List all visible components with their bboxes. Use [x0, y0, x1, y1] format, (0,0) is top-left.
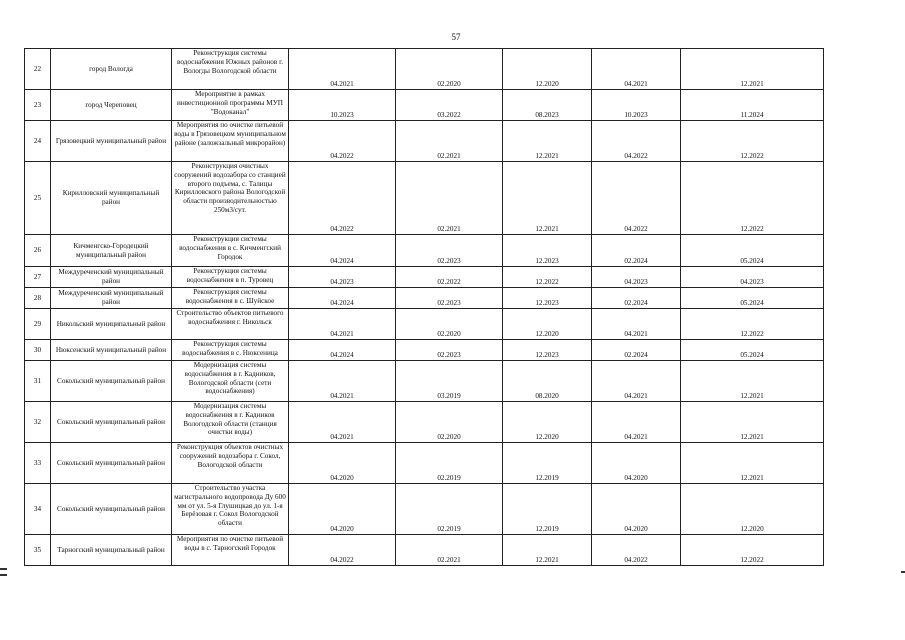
- row-number: 22: [25, 49, 51, 90]
- date-cell: 12.2020: [503, 49, 592, 90]
- project-cell: Реконструкция системы водоснабжения в с. Нюксеница: [172, 340, 289, 361]
- date-cell: 02.2022: [396, 267, 503, 288]
- project-cell: Реконструкция системы водоснабжения Южных районов г. Вологды Вологодской области: [172, 49, 289, 90]
- date-cell: 02.2021: [396, 121, 503, 162]
- project-cell: Реконструкция системы водоснабжения в с. Кичменгский Городок: [172, 235, 289, 267]
- project-cell: Строительство участка магистрального водопровода Ду 600 мм от ул. 5-я Глушицкая до ул. 1-я Берёзовая г. Сокол Вологодской области: [172, 484, 289, 535]
- date-cell: 02.2020: [396, 402, 503, 443]
- date-cell: 04.2020: [592, 484, 681, 535]
- date-cell: 08.2023: [503, 90, 592, 121]
- row-number: 34: [25, 484, 51, 535]
- date-cell: 04.2022: [592, 535, 681, 566]
- date-cell: 05.2024: [681, 288, 824, 309]
- project-cell: Мероприятия по очистке питьевой воды в с. Тарногский Городок: [172, 535, 289, 566]
- date-cell: 02.2020: [396, 309, 503, 340]
- project-cell: Реконструкция объектов очистных сооружений водозабора г. Сокол, Вологодской области: [172, 443, 289, 484]
- table-row: [25, 535, 824, 566]
- date-cell: 12.2022: [681, 121, 824, 162]
- date-cell: 12.2021: [681, 443, 824, 484]
- date-cell: 04.2023: [592, 267, 681, 288]
- scan-edge-mark: [901, 571, 905, 573]
- date-cell: 02.2023: [396, 340, 503, 361]
- date-cell: 12.2020: [681, 484, 824, 535]
- project-cell: Строительство объектов питьевого водоснабжения г. Никольск: [172, 309, 289, 340]
- date-cell: 04.2024: [289, 235, 396, 267]
- table-row: [25, 340, 824, 361]
- district-cell: Нюксенский муниципальный район: [51, 340, 172, 361]
- district-cell: город Вологда: [51, 49, 172, 90]
- date-cell: 02.2021: [396, 162, 503, 235]
- date-cell: 04.2021: [592, 361, 681, 402]
- date-cell: 12.2023: [503, 235, 592, 267]
- date-cell: 04.2022: [289, 121, 396, 162]
- date-cell: 04.2021: [289, 402, 396, 443]
- row-number: 32: [25, 402, 51, 443]
- district-cell: Кичменгско-Городецкий муниципальный район: [51, 235, 172, 267]
- project-cell: Реконструкция очистных сооружений водозабора со станцией второго подъема, с. Талицы Кирилловского района Вологодской области производительностью 250м3/сут.: [172, 162, 289, 235]
- row-number: 28: [25, 288, 51, 309]
- date-cell: 12.2022: [681, 535, 824, 566]
- table-row: [25, 162, 824, 235]
- date-cell: 12.2020: [503, 402, 592, 443]
- date-cell: 04.2022: [289, 535, 396, 566]
- date-cell: 08.2020: [503, 361, 592, 402]
- district-cell: Сокольский муниципальный район: [51, 443, 172, 484]
- date-cell: 10.2023: [289, 90, 396, 121]
- date-cell: 04.2024: [289, 340, 396, 361]
- schedule-table: [24, 48, 824, 566]
- district-cell: Междуреченский муниципальный район: [51, 288, 172, 309]
- project-cell: Мероприятие в рамках инвестиционной программы МУП "Водоканал": [172, 90, 289, 121]
- row-number: 26: [25, 235, 51, 267]
- row-number: 33: [25, 443, 51, 484]
- date-cell: 04.2022: [592, 121, 681, 162]
- date-cell: 04.2022: [289, 162, 396, 235]
- date-cell: 12.2019: [503, 443, 592, 484]
- date-cell: 02.2023: [396, 235, 503, 267]
- table-row: [25, 49, 824, 90]
- district-cell: Сокольский муниципальный район: [51, 484, 172, 535]
- scan-edge-mark: [0, 568, 7, 570]
- date-cell: 02.2023: [396, 288, 503, 309]
- date-cell: 02.2021: [396, 535, 503, 566]
- date-cell: 04.2021: [289, 309, 396, 340]
- district-cell: Никольский муниципальный район: [51, 309, 172, 340]
- table-row: [25, 288, 824, 309]
- district-cell: город Череповец: [51, 90, 172, 121]
- date-cell: 04.2021: [289, 49, 396, 90]
- date-cell: 12.2023: [503, 340, 592, 361]
- date-cell: 04.2021: [592, 402, 681, 443]
- date-cell: 05.2024: [681, 340, 824, 361]
- date-cell: 05.2024: [681, 235, 824, 267]
- date-cell: 02.2024: [592, 340, 681, 361]
- table-row: [25, 443, 824, 484]
- project-cell: Мероприятия по очистке питьевой воды в Грязовецком муниципальном районе (заложзальный микрорайон): [172, 121, 289, 162]
- date-cell: 02.2019: [396, 484, 503, 535]
- date-cell: 12.2021: [681, 361, 824, 402]
- project-cell: Модернизация системы водоснабжения в г. Кадников Вологодской области (станция очистки воды): [172, 402, 289, 443]
- scan-edge-mark: [0, 574, 7, 576]
- page-number: 57: [451, 32, 461, 42]
- row-number: 27: [25, 267, 51, 288]
- table-row: [25, 402, 824, 443]
- district-cell: Сокольский муниципальный район: [51, 402, 172, 443]
- date-cell: 12.2021: [503, 162, 592, 235]
- table-row: [25, 90, 824, 121]
- date-cell: 04.2020: [289, 484, 396, 535]
- date-cell: 02.2024: [592, 288, 681, 309]
- date-cell: 04.2022: [592, 162, 681, 235]
- row-number: 30: [25, 340, 51, 361]
- table-row: [25, 267, 824, 288]
- date-cell: 02.2019: [396, 443, 503, 484]
- table-row: [25, 235, 824, 267]
- date-cell: 02.2024: [592, 235, 681, 267]
- date-cell: 04.2023: [681, 267, 824, 288]
- date-cell: 12.2021: [681, 402, 824, 443]
- date-cell: 04.2020: [592, 443, 681, 484]
- date-cell: 12.2020: [503, 309, 592, 340]
- date-cell: 04.2020: [289, 443, 396, 484]
- date-cell: 12.2019: [503, 484, 592, 535]
- table-row: [25, 309, 824, 340]
- table-row: [25, 121, 824, 162]
- date-cell: 10.2023: [592, 90, 681, 121]
- date-cell: 12.2021: [503, 535, 592, 566]
- district-cell: Междуреченский муниципальный район: [51, 267, 172, 288]
- date-cell: 12.2022: [503, 267, 592, 288]
- date-cell: 04.2021: [592, 309, 681, 340]
- project-cell: Реконструкция системы водоснабжения в п. Туровец: [172, 267, 289, 288]
- date-cell: 04.2024: [289, 288, 396, 309]
- date-cell: 03.2019: [396, 361, 503, 402]
- date-cell: 12.2023: [503, 288, 592, 309]
- row-number: 35: [25, 535, 51, 566]
- row-number: 24: [25, 121, 51, 162]
- district-cell: Грязовецкий муниципальный район: [51, 121, 172, 162]
- date-cell: 12.2022: [681, 309, 824, 340]
- district-cell: Кирилловский муниципальный район: [51, 162, 172, 235]
- row-number: 25: [25, 162, 51, 235]
- date-cell: 12.2021: [681, 49, 824, 90]
- row-number: 31: [25, 361, 51, 402]
- table-row: [25, 484, 824, 535]
- project-cell: Модернизация системы водоснабжения в г. Кадников, Вологодской области (сети водоснабжения): [172, 361, 289, 402]
- date-cell: 04.2023: [289, 267, 396, 288]
- date-cell: 04.2021: [592, 49, 681, 90]
- district-cell: Сокольский муниципальный район: [51, 361, 172, 402]
- date-cell: 03.2022: [396, 90, 503, 121]
- table-row: [25, 361, 824, 402]
- project-cell: Реконструкция системы водоснабжения в с. Шуйское: [172, 288, 289, 309]
- district-cell: Тарногский муниципальный район: [51, 535, 172, 566]
- row-number: 23: [25, 90, 51, 121]
- date-cell: 04.2021: [289, 361, 396, 402]
- row-number: 29: [25, 309, 51, 340]
- date-cell: 02.2020: [396, 49, 503, 90]
- date-cell: 12.2021: [503, 121, 592, 162]
- date-cell: 11.2024: [681, 90, 824, 121]
- date-cell: 12.2022: [681, 162, 824, 235]
